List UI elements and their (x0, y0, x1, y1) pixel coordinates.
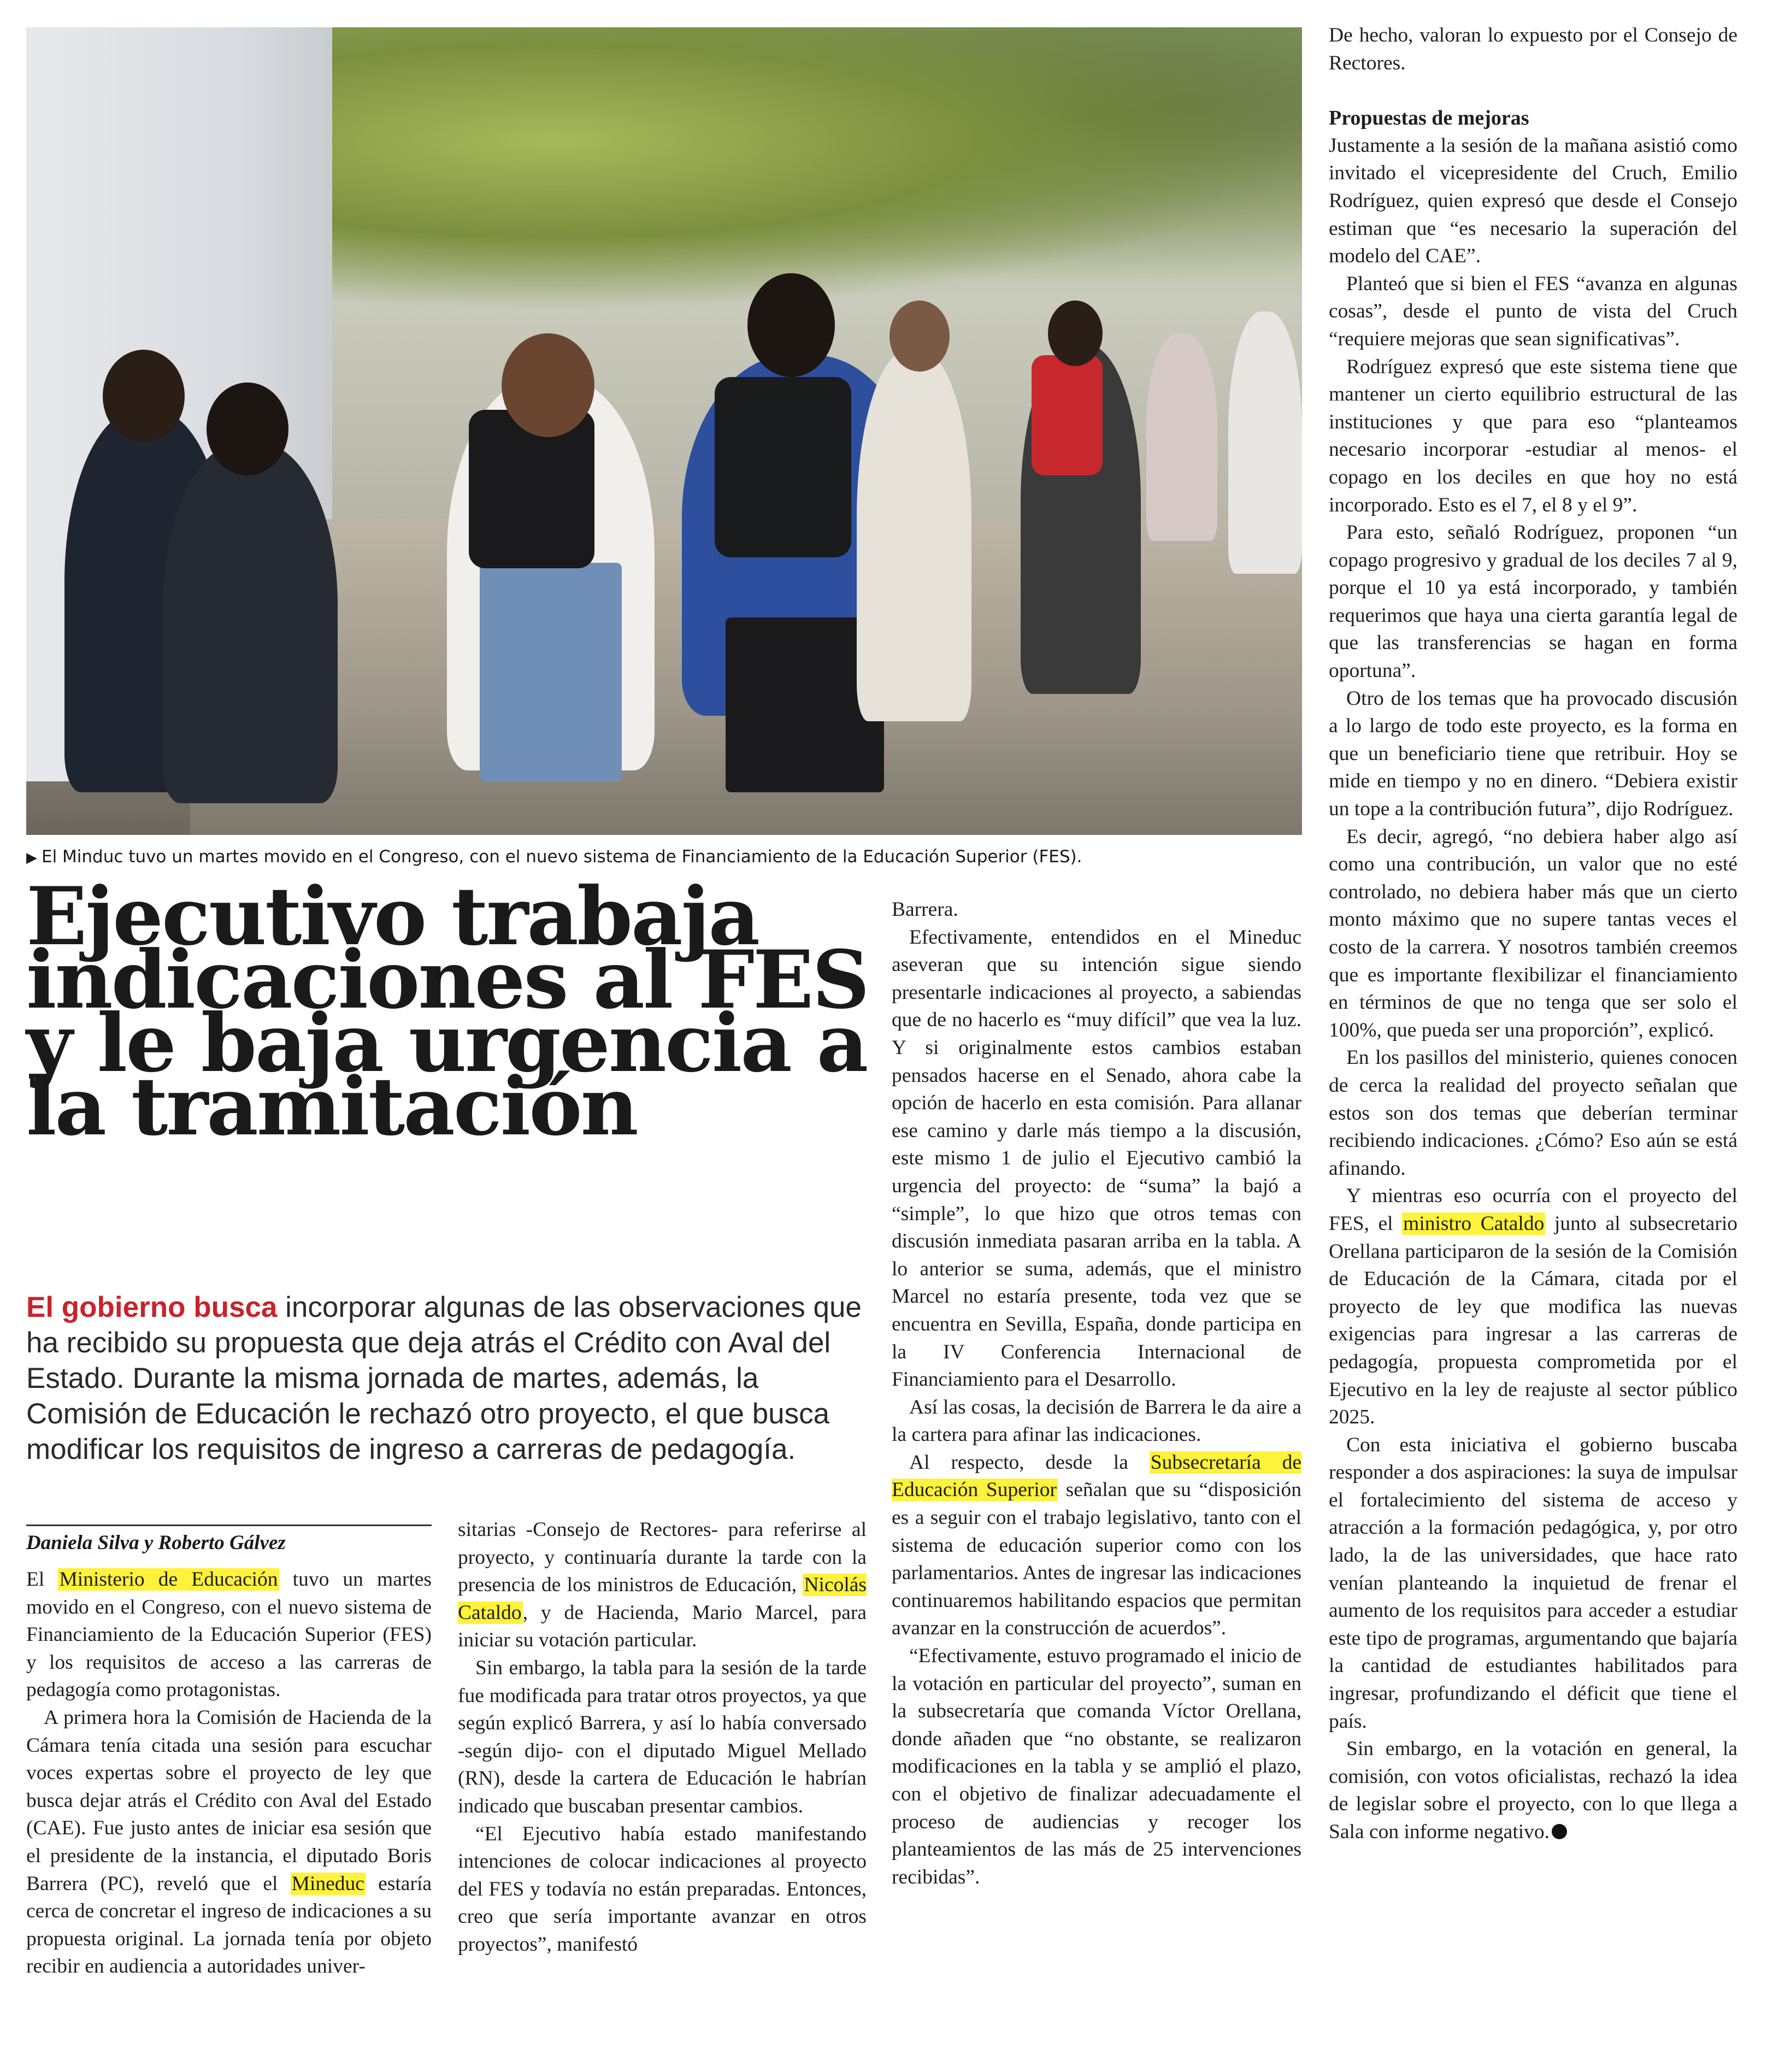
text: señalan que su “disposición es a seguir con el trabajo legislativo, tanto con el sistema de educación superior como con los parlamentarios. Antes de ingresar las indicaciones continuaremos habilitando espacios que permitan avanzar en la construcción de acuerdos”. (892, 1479, 1301, 1640)
paragraph: En los pasillos del ministerio, quienes conocen de cerca la realidad del proyecto señalan que estos son dos temas que deberían terminar recibiendo indicaciones. ¿Cómo? Eso aún se está afinando. (1329, 1046, 1737, 1180)
text: , y de Hacienda, Mario Marcel, para iniciar su votación particular. (458, 1601, 867, 1652)
paragraph: De hecho, valoran lo expuesto por el Consejo de Rectores. (1329, 24, 1737, 74)
photo-student-head (747, 273, 835, 377)
text: estaría cerca de concretar el ingreso de indicaciones a su propuesta original. La jornada tenía por objeto recibir en audiencia a autoridades univer- (26, 1872, 432, 1978)
photo-student (1228, 311, 1302, 574)
photo-student-head (502, 333, 594, 437)
end-bullet-icon (1552, 1824, 1567, 1839)
paragraph: Con esta iniciativa el gobierno buscaba responder a dos aspiraciones: la suya de impulsar el fortalecimiento del sistema de acceso y atracción a la formación pedagógica, y, por otro lado, la de las universidades, que hace rato venían planteando la inquietud de frenar el aumento de los requisitos para acceder a estudiar este tipo de programas, argumentando que bajaría la cantidad de estudiantes habilitados para ingresar, profundizando el déficit que tiene el país. (1329, 1433, 1737, 1733)
text: junto al subsecretario Orellana participaron de la sesión de la Comisión de Educación de la Cámara, citada por el proyecto de ley que modifica las nuevas exigencias para ingresar a las carreras de pedagogía, propuesta comprometida por el Ejecutivo en la ley de reajuste al sector público 2025. (1329, 1212, 1737, 1429)
caption-triangle-icon: ▶ (26, 850, 37, 866)
highlight: Subsecretaría de Educación Superior (892, 1451, 1301, 1502)
photo-student-head (103, 350, 185, 443)
column-1 (26, 1566, 432, 1981)
paragraph: Planteó que si bien el FES “avanza en algunas cosas”, desde el punto de vista del Cruch “requiere mejoras que sean significativas”. (1329, 272, 1737, 350)
column-3 (892, 896, 1301, 1891)
photo-student (163, 443, 338, 803)
caption-text: El Minduc tuvo un martes movido en el Congreso, con el nuevo sistema de Financiamiento de la Educación Superior (FES). (42, 847, 1082, 867)
paragraph (892, 1449, 1301, 1643)
photo-student-jeans (480, 563, 622, 781)
column-4 (1329, 22, 1737, 1846)
photo-student (1146, 333, 1217, 541)
byline: Daniela Silva y Roberto Gálvez (26, 1532, 286, 1554)
photo-student-head (207, 382, 288, 475)
photo-backpack (715, 377, 851, 557)
paragraph: Barrera. (892, 898, 958, 921)
photo-student (857, 350, 971, 721)
text: Y mientras eso ocurría con el proyecto del FES, el (1329, 1185, 1737, 1235)
paragraph (26, 1566, 432, 1704)
text: Sin embargo, en la votación en general, la comisión, con votos oficialistas, rechazó la idea de legislar sobre el proyecto, con lo que llega a Sala con informe negativo. (1329, 1738, 1737, 1843)
lead-kicker: El gobierno busca (26, 1291, 278, 1323)
paragraph: Así las cosas, la decisión de Barrera le da aire a la cartera para afinar las indicaciones. (892, 1396, 1301, 1446)
highlight: Nicolás Cataldo (458, 1574, 867, 1624)
article-photo (26, 27, 1302, 835)
paragraph: Para esto, señaló Rodríguez, proponen “un copago progresivo y gradual de los deciles 7 al 9, porque el 10 ya está incorporado, y también requerimos que haya una cierta garantía legal de que las transferencias se hagan en forma oportuna”. (1329, 521, 1737, 682)
photo-student-head (890, 301, 950, 372)
text: sitarias -Consejo de Rectores- para referirse al proyecto, y continuaría durante la tarde con la presencia de los ministros de Educación, (458, 1518, 867, 1597)
photo-red-backpack (1032, 355, 1103, 475)
highlight: Mineduc (291, 1872, 364, 1895)
paragraph (458, 1516, 867, 1655)
photo-caption (26, 845, 1302, 870)
lead (26, 1290, 879, 1467)
paragraph: Es decir, agregó, “no debiera haber algo así como una contribución, un valor que no esté controlado, no debiera haber más que un cierto monto máximo que no supere tantas veces el costo de la carrera. Y nosotros también creemos que es importante flexibilizar el financiamiento en términos de que no tenga que ser solo el 100%, que pueda ser una proporción”, explicó. (1329, 825, 1737, 1041)
highlight: Ministerio de Educación (59, 1568, 278, 1591)
spacer (1329, 77, 1737, 104)
text: El (26, 1568, 58, 1591)
paragraph: Rodríguez expresó que este sistema tiene que mantener un cierto equilibrio estructural de las instituciones y que para eso “planteamos necesario incorporar -estudiar al menos- el copago en los deciles en que hoy no está incorporado. Esto es el 7, el 8 y el 9”. (1329, 355, 1737, 516)
paragraph: “El Ejecutivo había estado manifestando intenciones de colocar indicaciones al proyecto del FES y todavía no están preparadas. Entonces, creo que sería importante avanzar en otros proyectos”, manifestó (458, 1822, 867, 1956)
byline-rule (26, 1524, 432, 1526)
headline: Ejecutivo trabaja indicaciones al FES y le baja urgencia a la tramitación (26, 870, 868, 1153)
paragraph (26, 1704, 432, 1981)
paragraph: “Efectivamente, estuvo programado el inicio de la votación en particular del proyecto”, suman en la subsecretaría que comanda Víctor Orellana, donde añaden que “no obstante, se realizaron modificaciones en la tabla y se amplió el plazo, con el objetivo de finalizar adecuadamente el proceso de audiencias y recoger los planteamientos de las más de 25 intervenciones recibidas”. (892, 1645, 1301, 1888)
subheading: Propuestas de mejoras (1329, 107, 1529, 130)
text: A primera hora la Comisión de Hacienda de la Cámara tenía citada una sesión para escuchar voces expertas sobre el proyecto de ley que busca dejar atrás el Crédito con Aval del Estado (CAE). Fue justo antes de iniciar esa sesión que el presidente de la instancia, el diputado Boris Barrera (PC), reveló que el (26, 1706, 432, 1895)
paragraph (1329, 1735, 1737, 1846)
text: tuvo un martes movido en el Congreso, con el nuevo sistema de Financiamiento de la Educación Superior (FES) y los requisitos de acceso a las carreras de pedagogía como protagonistas. (26, 1568, 432, 1702)
paragraph: Efectivamente, entendidos en el Mineduc aseveran que su intención sigue siendo presentarle indicaciones al proyecto, a sabiendas que de no hacerlo es “muy difícil” que vea la luz. Y si originalmente estos cambios estaban pensados hacerse en el Senado, ahora cabe la opción de hacerlo en esta comisión. Para allanar ese camino y darle más tiempo a la discusión, este mismo 1 de julio el Ejecutivo cambió la urgencia del proyecto: de “suma” la bajó a “simple”, lo que hizo que otros temas con discusión inmediata pasaran arriba en la tabla. A lo anterior se suma, además, que el ministro Marcel no estaría presente, toda vez que se encuentra en Sevilla, España, donde participa en la IV Conferencia Internacional de Financiamiento para el Desarrollo. (892, 926, 1301, 1391)
photo-student-head (1048, 301, 1103, 366)
highlight: ministro Cataldo (1403, 1212, 1545, 1235)
paragraph: Sin embargo, la tabla para la sesión de la tarde fue modificada para tratar otros proyectos, ya que según explicó Barrera, y así lo había conversado -según dijo- con el diputado Miguel Mellado (RN), desde la cartera de Educación le habrían indicado que buscaban presentar cambios. (458, 1656, 867, 1817)
paragraph (1329, 1182, 1737, 1431)
paragraph: Otro de los temas que ha provocado discusión a lo largo de todo este proyecto, es la forma en que un beneficiario tiene que retribuir. Hoy se mide en tiempo y no en dinero. “Debiera existir un tope a la contribución futura”, dijo Rodríguez. (1329, 687, 1737, 821)
photo-trees (234, 27, 1302, 311)
paragraph: Justamente a la sesión de la mañana asistió como invitado el vicepresidente del Cruch, Emilio Rodríguez, quien expresó que desde el Consejo estiman que “es necesario la superación del modelo del CAE”. (1329, 134, 1737, 268)
lead-text: incorporar algunas de las observaciones que ha recibido su propuesta que deja atrás el Crédito con Aval del Estado. Durante la misma jornada de martes, además, la Comisión de Educación le rechazó otro proyecto, el que busca modificar los requisitos de ingreso a carreras de pedagogía. (26, 1291, 862, 1465)
text: Al respecto, desde la (909, 1451, 1150, 1474)
column-2 (458, 1516, 867, 1959)
